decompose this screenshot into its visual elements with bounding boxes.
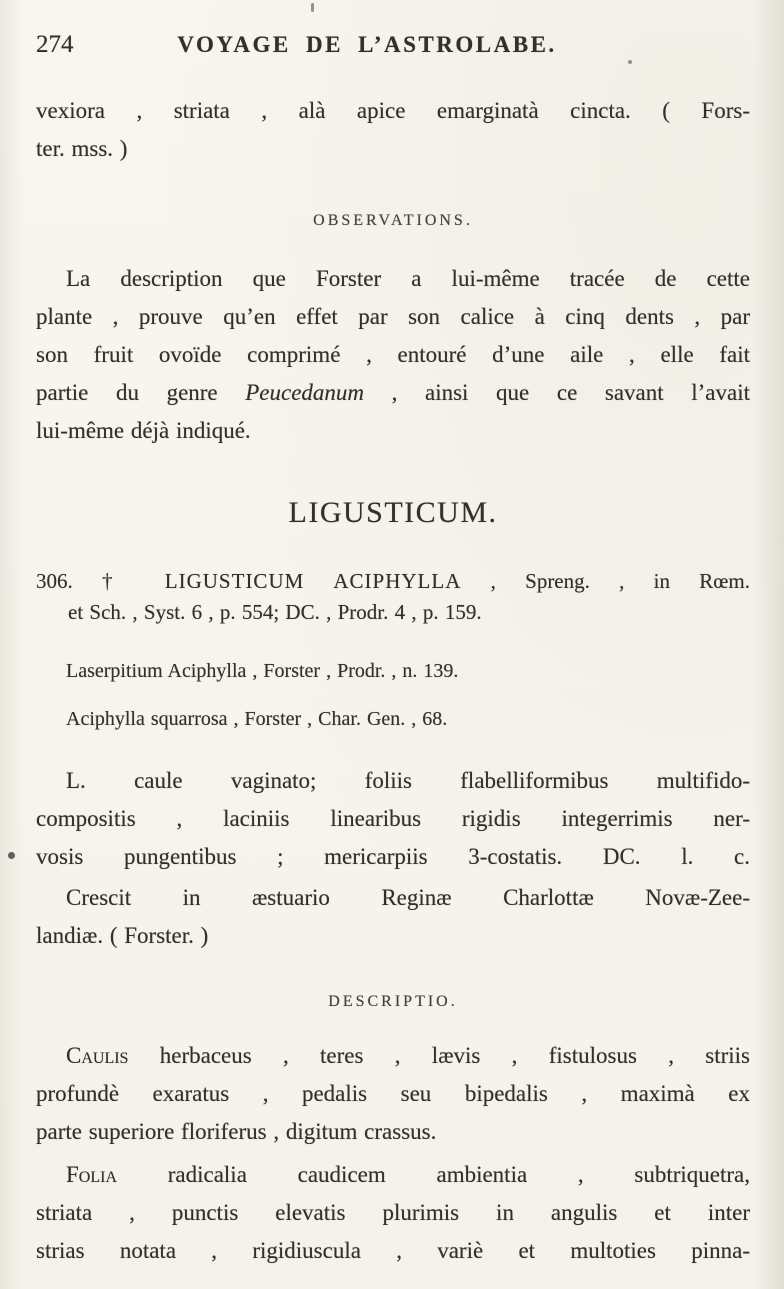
species-heading-line — [36, 566, 750, 597]
genus-name-italic: Peucedanum — [245, 380, 365, 405]
text-line: vexiora , striata , alà apice emarginatà cincta. ( Fors- — [36, 98, 750, 123]
text-line: ter. mss. ) — [36, 136, 128, 161]
text-line: lui-même déjà indiqué. — [36, 418, 251, 443]
text-line: La description que Forster a lui-même tracée de cette — [66, 266, 750, 291]
page-header — [36, 26, 750, 64]
text-line: strias notata , rigidiuscula , variè et multoties pinna- — [36, 1238, 750, 1263]
folia-paragraph — [36, 1156, 750, 1270]
running-title: VOYAGE DE L’ASTROLABE. — [177, 32, 557, 57]
synonym-line: Laserpitium Aciphylla , Forster , Prodr. , n. 139. — [66, 660, 459, 682]
text-line: plante , prouve qu’en effet par son calice à cinq dents , par — [36, 304, 750, 329]
margin-dot — [8, 852, 15, 859]
text-line: Crescit in æstuario Reginæ Charlottæ Novæ-Zee- — [66, 885, 750, 910]
ink-speck — [628, 60, 632, 64]
smallcaps-keyword: Caulis — [66, 1043, 129, 1068]
text-line: profundè exaratus , pedalis seu bipedalis , maximà ex — [36, 1081, 750, 1106]
text-line: landiæ. ( Forster. ) — [36, 923, 209, 948]
species-entry — [36, 566, 750, 628]
genus-heading: LIGUSTICUM. — [288, 496, 498, 529]
observations-heading: OBSERVATIONS. — [313, 212, 473, 229]
ink-speck — [311, 3, 314, 12]
text-segment: partie du genre — [36, 380, 246, 405]
text-line: son fruit ovoïde comprimé , entouré d’une aile , elle fait — [36, 342, 750, 367]
continuation-paragraph — [36, 92, 750, 168]
diagnosis-paragraph — [36, 762, 750, 876]
caulis-paragraph — [36, 1037, 750, 1151]
habitat-paragraph — [36, 879, 750, 955]
text-line — [36, 1037, 750, 1075]
text-line: parte superiore floriferus , digitum crassus. — [36, 1119, 437, 1144]
synonym-line: Aciphylla squarrosa , Forster , Char. Gen. , 68. — [66, 708, 448, 730]
text-segment: , ainsi que ce savant l’avait — [364, 380, 750, 405]
text-line — [36, 374, 750, 412]
text-segment: herbaceus , teres , lævis , fistulosus , striis — [128, 1043, 750, 1068]
text-segment: radicalia caudicem ambientia , subtriquetra, — [117, 1162, 750, 1187]
observations-paragraph — [36, 260, 750, 450]
text-line — [36, 1156, 750, 1194]
synonym-entry — [36, 658, 750, 684]
text-segment: , Spreng. , in Rœm. — [461, 569, 750, 593]
species-reference-line: et Sch. , Syst. 6 , p. 554; DC. , Prodr. 4 , p. 159. — [68, 600, 482, 624]
synonym-entry — [36, 706, 750, 732]
species-number: 306. † — [36, 569, 165, 593]
text-line: compositis , laciniis linearibus rigidis integerrimis ner- — [36, 806, 750, 831]
text-line: striata , punctis elevatis plurimis in angulis et inter — [36, 1200, 750, 1225]
smallcaps-keyword: Folia — [66, 1162, 118, 1187]
text-line: vosis pungentibus ; mericarpiis 3-costatis. DC. l. c. — [36, 844, 750, 869]
text-line: L. caule vaginato; foliis flabelliformibus multifido- — [66, 768, 750, 793]
species-name: LIGUSTICUM ACIPHYLLA — [164, 569, 462, 593]
descriptio-heading: DESCRIPTIO. — [328, 993, 458, 1010]
page-number: 274 — [36, 31, 74, 58]
